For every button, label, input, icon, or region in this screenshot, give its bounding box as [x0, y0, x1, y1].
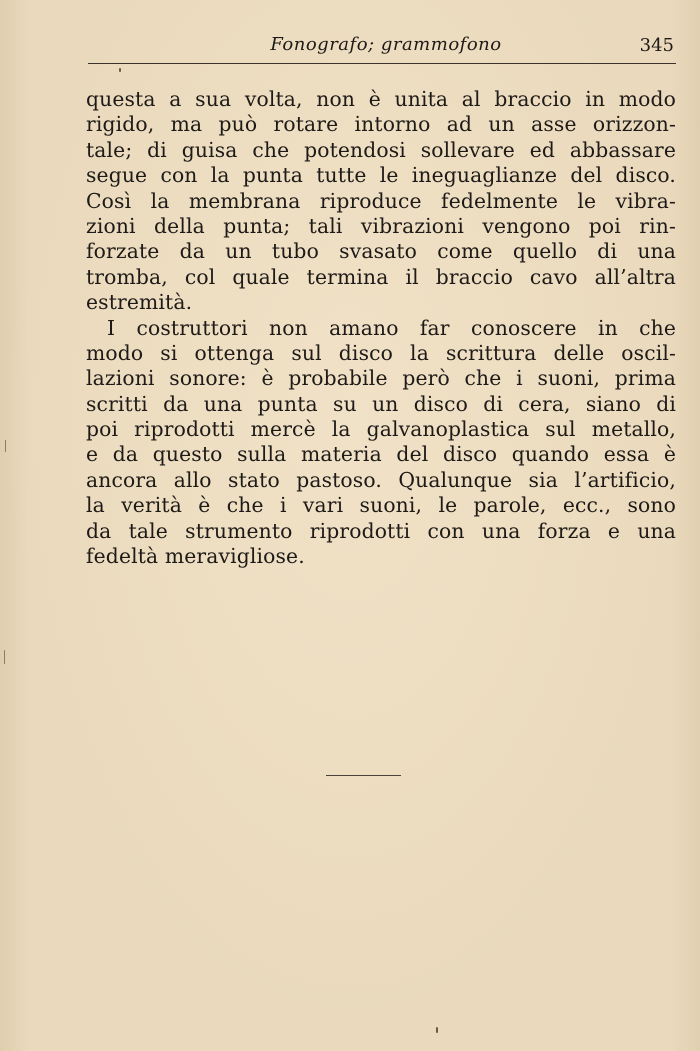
text-line: la verità è che i vari suoni, le parole, ecc., sono [86, 493, 676, 518]
text-line: forzate da un tubo svasato come quello di una [86, 239, 676, 264]
header-rule [88, 63, 676, 64]
paper-speck [4, 650, 5, 664]
paragraph-2 [86, 316, 676, 570]
text-line: zioni della punta; tali vibrazioni vengono poi rin- [86, 213, 676, 238]
paragraph-1 [86, 87, 676, 316]
text-line: questa a sua volta, non è unita al braccio in modo [86, 87, 676, 111]
paper-speck [119, 68, 121, 72]
page-header [86, 34, 676, 60]
text-line: tale; di guisa che potendosi sollevare ed abbassare [86, 137, 676, 162]
text-line: ancora allo stato pastoso. Qualunque sia l’artificio, [86, 467, 676, 492]
running-title: Fonografo; grammofono [270, 34, 502, 55]
text-line: I costruttori non amano far conoscere in che [107, 315, 676, 340]
text-line: poi riprodotti mercè la galvanoplastica sul metallo, [86, 417, 676, 442]
text-line: estremità. [86, 290, 193, 315]
text-line: fedeltà meravigliose. [86, 544, 305, 569]
paper-speck [5, 440, 6, 452]
text-line: Così la membrana riproduce fedelmente le vibra- [86, 188, 676, 213]
text-line: tromba, col quale termina il braccio cavo all’altra [86, 264, 676, 289]
page-number: 345 [639, 35, 674, 56]
text-line: da tale strumento riprodotti con una forza e una [86, 518, 676, 543]
text-line: e da questo sulla materia del disco quando essa è [86, 442, 676, 467]
text-line: segue con la punta tutte le ineguaglianze del disco. [86, 163, 676, 188]
text-line: lazioni sonore: è probabile però che i suoni, prima [86, 366, 676, 391]
text-line: modo si ottenga sul disco la scrittura delle oscil- [86, 340, 676, 365]
text-line: scritti da una punta su un disco di cera, siano di [86, 391, 676, 416]
paper-speck [436, 1027, 438, 1033]
section-end-rule [326, 775, 401, 776]
text-line: rigido, ma può rotare intorno ad un asse orizzon- [86, 112, 676, 137]
body-text [86, 87, 676, 569]
